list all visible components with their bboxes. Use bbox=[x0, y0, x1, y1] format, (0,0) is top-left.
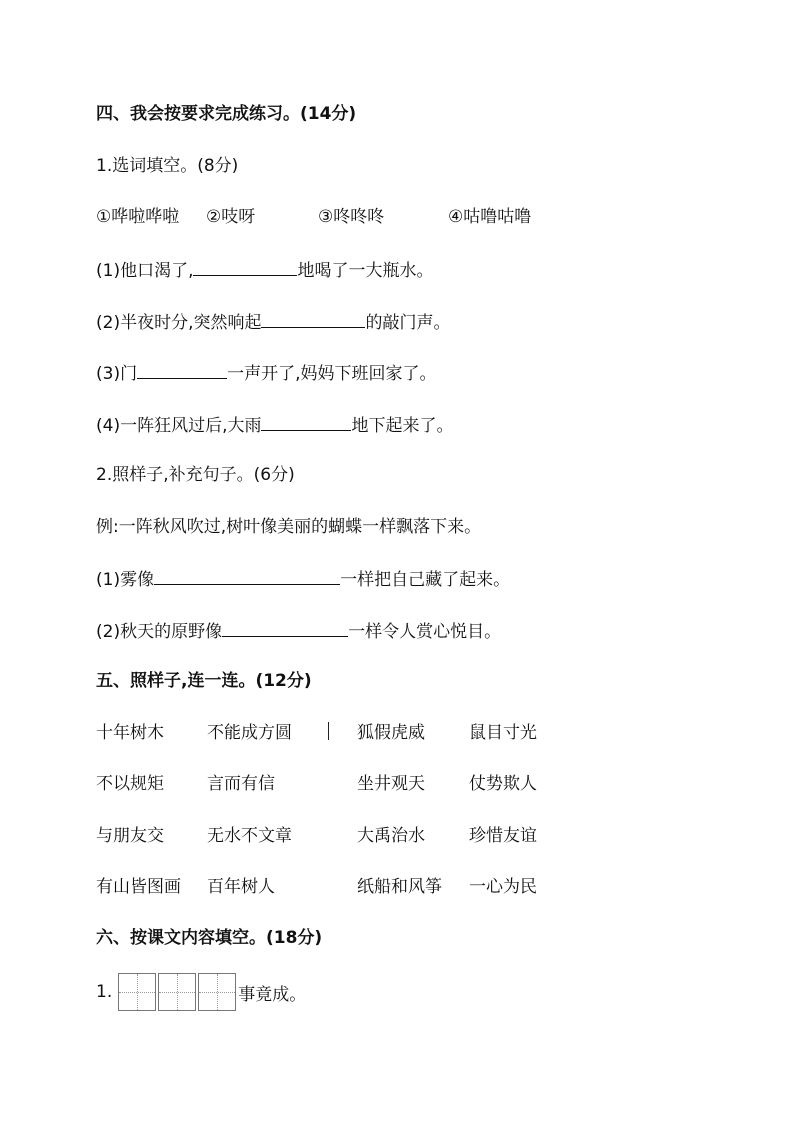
fill-item-2-before: (2)半夜时分,突然响起 bbox=[96, 313, 262, 333]
sentence-item-1 bbox=[96, 566, 510, 592]
match-cell: 十年树木 bbox=[96, 723, 164, 743]
match-cell: 仗势欺人 bbox=[469, 774, 537, 794]
fill-grid-after: 事竟成。 bbox=[238, 984, 307, 1005]
sentence-item-1-before: (1)雾像 bbox=[96, 570, 155, 590]
sentence-item-2-before: (2)秋天的原野像 bbox=[96, 622, 223, 642]
fill-grid-item-1 bbox=[96, 972, 306, 1012]
match-cell: 鼠目寸光 bbox=[469, 723, 537, 743]
section-6-heading: 六、按课文内容填空。(18分) bbox=[96, 928, 323, 948]
match-cell: 坐井观天 bbox=[357, 774, 425, 794]
fill-item-3-after: 一声开了,妈妈下班回家了。 bbox=[227, 364, 437, 384]
match-cell: 百年树人 bbox=[207, 877, 275, 897]
fill-item-1 bbox=[96, 257, 433, 283]
writing-grid-box[interactable] bbox=[198, 973, 236, 1011]
fill-item-4 bbox=[96, 412, 453, 438]
fill-grid-number: 1. bbox=[96, 982, 113, 1002]
section-5-heading: 五、照样子,连一连。(12分) bbox=[96, 671, 312, 691]
fill-item-1-after: 地喝了一大瓶水。 bbox=[297, 261, 434, 281]
fill-item-3-before: (3)门 bbox=[96, 364, 138, 384]
sentence-item-2 bbox=[96, 618, 501, 644]
answer-blank[interactable] bbox=[261, 309, 365, 328]
sentence-item-1-after: 一样把自己藏了起来。 bbox=[340, 570, 511, 590]
question-1-title: 1.选词填空。(8分) bbox=[96, 156, 239, 176]
section-4-heading: 四、我会按要求完成练习。(14分) bbox=[96, 104, 357, 124]
match-cell: 与朋友交 bbox=[96, 826, 164, 846]
match-cell: 珍惜友谊 bbox=[469, 826, 537, 846]
option-4: ④咕噜咕噜 bbox=[448, 207, 532, 227]
match-cell: 狐假虎威 bbox=[357, 723, 425, 743]
example-connect-line bbox=[328, 722, 329, 740]
fill-item-1-before: (1)他口渴了, bbox=[96, 261, 194, 281]
option-3: ③咚咚咚 bbox=[318, 207, 385, 227]
answer-blank[interactable] bbox=[154, 566, 340, 585]
answer-blank[interactable] bbox=[222, 618, 348, 637]
answer-blank[interactable] bbox=[193, 257, 297, 276]
match-cell: 纸船和风筝 bbox=[357, 877, 442, 897]
fill-item-2 bbox=[96, 309, 450, 335]
match-cell: 不能成方圆 bbox=[207, 723, 292, 743]
match-cell: 一心为民 bbox=[469, 877, 537, 897]
fill-item-2-after: 的敲门声。 bbox=[365, 313, 451, 333]
fill-item-4-after: 地下起来了。 bbox=[351, 416, 454, 436]
answer-blank[interactable] bbox=[261, 412, 351, 431]
writing-grid-box[interactable] bbox=[118, 973, 156, 1011]
sentence-item-2-after: 一样令人赏心悦目。 bbox=[348, 622, 502, 642]
fill-item-3 bbox=[96, 360, 437, 386]
writing-grid-box[interactable] bbox=[158, 973, 196, 1011]
match-cell: 不以规矩 bbox=[96, 774, 164, 794]
match-cell: 言而有信 bbox=[207, 774, 275, 794]
option-1: ①哗啦哗啦 bbox=[96, 207, 180, 227]
match-cell: 有山皆图画 bbox=[96, 877, 181, 897]
answer-blank[interactable] bbox=[137, 360, 227, 379]
option-2: ②吱呀 bbox=[206, 207, 256, 227]
question-2-title: 2.照样子,补充句子。(6分) bbox=[96, 465, 295, 485]
fill-item-4-before: (4)一阵狂风过后,大雨 bbox=[96, 416, 262, 436]
example-sentence: 例:一阵秋风吹过,树叶像美丽的蝴蝶一样飘落下来。 bbox=[96, 517, 482, 537]
match-cell: 无水不文章 bbox=[207, 826, 292, 846]
match-cell: 大禹治水 bbox=[357, 826, 425, 846]
